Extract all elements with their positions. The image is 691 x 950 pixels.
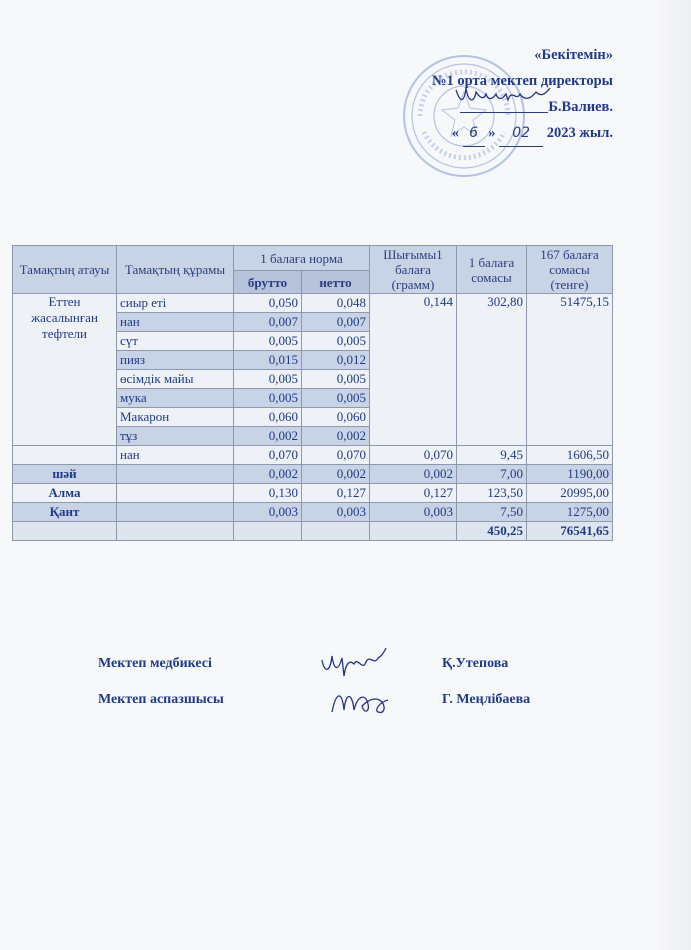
total-empty: [302, 522, 370, 541]
director-signature-image: [450, 82, 560, 112]
ingredient-item: өсімдік майы: [117, 370, 234, 389]
ingredient-netto: 0,005: [302, 370, 370, 389]
table-row: [13, 465, 613, 484]
header-brutto: брутто: [234, 271, 302, 294]
table-row: [13, 294, 613, 313]
ingredient-netto: 0,012: [302, 351, 370, 370]
row-yield: 0,003: [370, 503, 457, 522]
total-empty: [370, 522, 457, 541]
ingredient-brutto: 0,060: [234, 408, 302, 427]
approval-position: №1 орта мектеп директоры: [431, 73, 613, 89]
row-sum-one: 7,00: [457, 465, 527, 484]
row-sum-167: 1190,00: [527, 465, 613, 484]
dish-sum-167: 51475,15: [527, 294, 613, 446]
header-row: [13, 246, 613, 271]
row-netto: 0,003: [302, 503, 370, 522]
row-brutto: 0,002: [234, 465, 302, 484]
ingredient-item: тұз: [117, 427, 234, 446]
ingredient-brutto: 0,002: [234, 427, 302, 446]
total-empty: [234, 522, 302, 541]
row-name: Қант: [13, 503, 117, 522]
approval-date: [313, 120, 613, 147]
total-row: [13, 522, 613, 541]
ingredient-brutto: 0,015: [234, 351, 302, 370]
dish-sum-one: 302,80: [457, 294, 527, 446]
ingredient-item: нан: [117, 313, 234, 332]
row-item: [117, 465, 234, 484]
row-netto: 0,070: [302, 446, 370, 465]
approval-block: [313, 42, 613, 147]
header-sum-167: 167 балаға сомасы (тенге): [527, 246, 613, 294]
header-norm: 1 балаға норма: [234, 246, 370, 271]
row-netto: 0,127: [302, 484, 370, 503]
dish-name: Еттен жасалынған тефтели: [13, 294, 117, 446]
total-sum-167: 76541,65: [527, 522, 613, 541]
header-yield: Шығымы1 балаға (грамм): [370, 246, 457, 294]
ingredient-item: Макарон: [117, 408, 234, 427]
row-name: шәй: [13, 465, 117, 484]
director-name: Б.Валиев.: [548, 99, 613, 115]
row-sum-one: 9,45: [457, 446, 527, 465]
total-empty: [117, 522, 234, 541]
row-yield: 0,002: [370, 465, 457, 484]
date-day: 6: [463, 120, 485, 147]
row-yield: 0,070: [370, 446, 457, 465]
date-quote-open: «: [451, 125, 460, 141]
ingredient-item: мука: [117, 389, 234, 408]
cook-signature-image: [328, 682, 392, 720]
row-yield: 0,127: [370, 484, 457, 503]
ingredient-netto: 0,002: [302, 427, 370, 446]
cook-role: Мектеп аспазшысы: [98, 692, 224, 707]
ingredient-netto: 0,005: [302, 332, 370, 351]
ingredient-netto: 0,060: [302, 408, 370, 427]
date-month: 02: [499, 120, 543, 147]
nurse-role: Мектеп медбикесі: [98, 656, 212, 671]
date-year: 2023 жыл.: [546, 125, 613, 141]
nurse-name: Қ.Утепова: [442, 656, 509, 671]
ingredient-brutto: 0,005: [234, 332, 302, 351]
ingredient-netto: 0,048: [302, 294, 370, 313]
table-row: [13, 446, 613, 465]
row-netto: 0,002: [302, 465, 370, 484]
dish-yield: 0,144: [370, 294, 457, 446]
ingredient-netto: 0,005: [302, 389, 370, 408]
header-netto: нетто: [302, 271, 370, 294]
menu-table: [12, 245, 613, 541]
row-item: нан: [117, 446, 234, 465]
director-signature: [460, 94, 548, 113]
row-item: [117, 484, 234, 503]
ingredient-brutto: 0,005: [234, 389, 302, 408]
total-sum-one: 450,25: [457, 522, 527, 541]
row-name: Алма: [13, 484, 117, 503]
ingredient-item: сиыр еті: [117, 294, 234, 313]
ingredient-item: сүт: [117, 332, 234, 351]
ingredient-item: пияз: [117, 351, 234, 370]
header-composition: Тамақтың құрамы: [117, 246, 234, 294]
director-line: [313, 94, 613, 120]
ingredient-brutto: 0,007: [234, 313, 302, 332]
scan-edge-shadow: [655, 0, 691, 950]
ingredient-netto: 0,007: [302, 313, 370, 332]
cook-name: Г. Меңлібаева: [442, 692, 531, 707]
row-brutto: 0,130: [234, 484, 302, 503]
ingredient-brutto: 0,050: [234, 294, 302, 313]
date-quote-close: »: [488, 125, 496, 141]
ingredient-brutto: 0,005: [234, 370, 302, 389]
approval-title: «Бекітемін»: [534, 47, 613, 63]
row-item: [117, 503, 234, 522]
total-empty: [13, 522, 117, 541]
row-sum-one: 123,50: [457, 484, 527, 503]
row-sum-one: 7,50: [457, 503, 527, 522]
row-name: [13, 446, 117, 465]
table-row: [13, 484, 613, 503]
row-brutto: 0,003: [234, 503, 302, 522]
row-sum-167: 1275,00: [527, 503, 613, 522]
nurse-signature-image: [318, 642, 388, 682]
table-row: [13, 503, 613, 522]
row-sum-167: 20995,00: [527, 484, 613, 503]
header-dish-name: Тамақтың атауы: [13, 246, 117, 294]
row-brutto: 0,070: [234, 446, 302, 465]
header-sum-one: 1 балаға сомасы: [457, 246, 527, 294]
row-sum-167: 1606,50: [527, 446, 613, 465]
